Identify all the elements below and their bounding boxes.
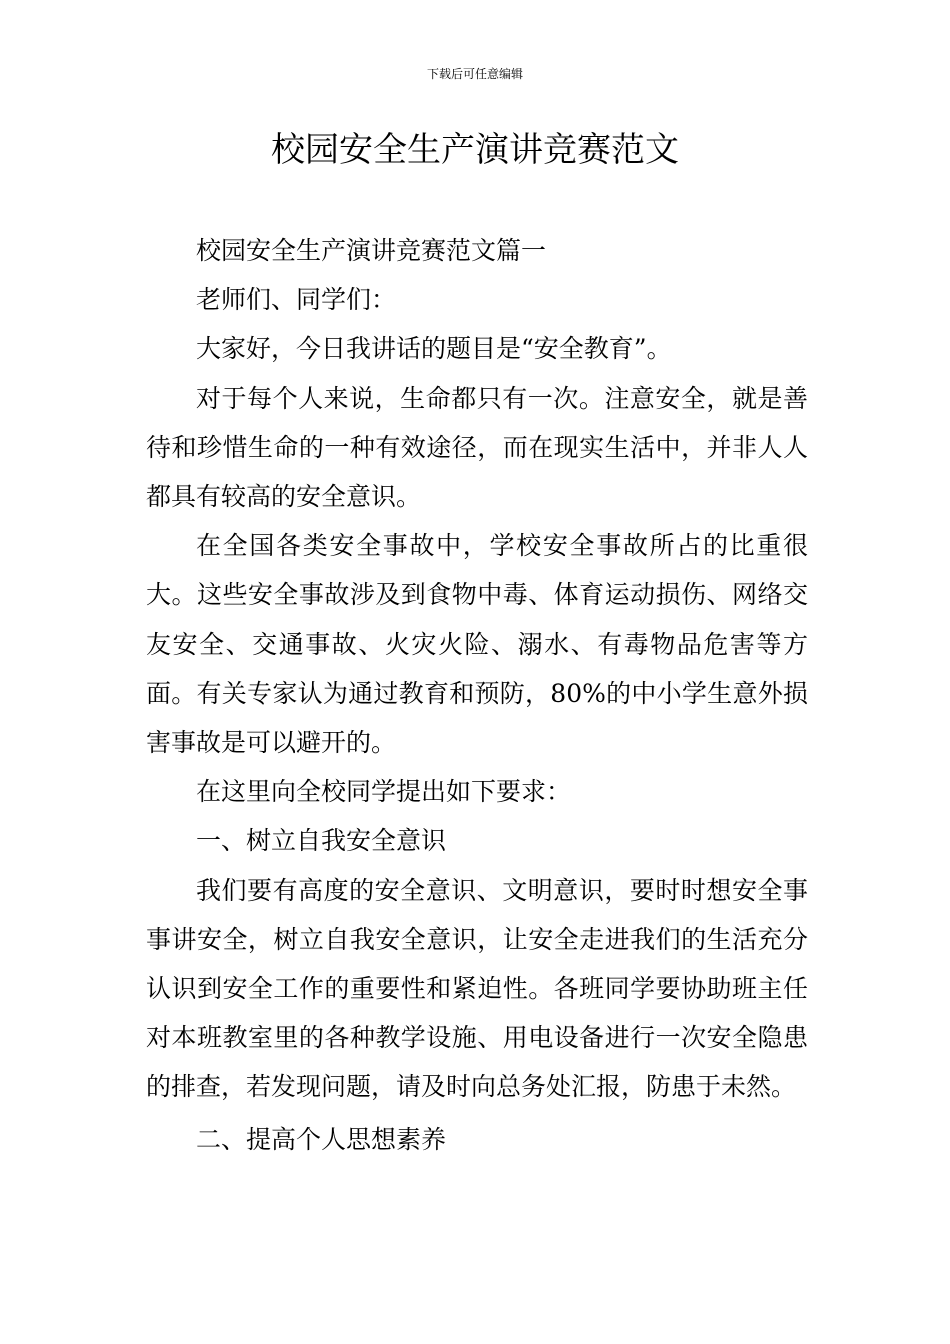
paragraph: 大家好，今日我讲话的题目是“安全教育”。 (196, 334, 672, 364)
section-heading: 校园安全生产演讲竞赛范文篇一 (196, 236, 547, 265)
header-note: 下载后可任意编辑 (426, 67, 523, 81)
paragraph: 我们要有高度的安全意识、文明意识，要时时想安全事事讲安全，树立自我安全意识，让安全走进我们的生活充分认识到安全工作的重要性和紧迫性。各班同学要协助班主任对本班教室里的各种教学设施、用电设备进行一次安全隐患的排查，若发现问题，请及时向总务处汇报，防患于未然。 (146, 875, 808, 1102)
paragraph: 在全国各类安全事故中，学校安全事故所占的比重很大。这些安全事故涉及到食物中毒、体育运动损伤、网络交友安全、交通事故、火灾火险、溺水、有毒物品危害等方面。有关专家认为通过教育和预防，80%的中小学生意外损害事故是可以避开的。 (146, 531, 808, 758)
document-title: 校园安全生产演讲竞赛范文 (271, 130, 679, 170)
paragraph: 对于每个人来说，生命都只有一次。注意安全，就是善待和珍惜生命的一种有效途径，而在现实生活中，并非人人都具有较高的安全意识。 (146, 383, 808, 512)
paragraph: 在这里向全校同学提出如下要求： (196, 777, 572, 807)
greeting: 老师们、同学们： (196, 285, 397, 315)
subheading: 一、树立自我安全意识 (196, 826, 447, 856)
subheading: 二、提高个人思想素养 (196, 1124, 447, 1154)
document-body (146, 226, 808, 1164)
